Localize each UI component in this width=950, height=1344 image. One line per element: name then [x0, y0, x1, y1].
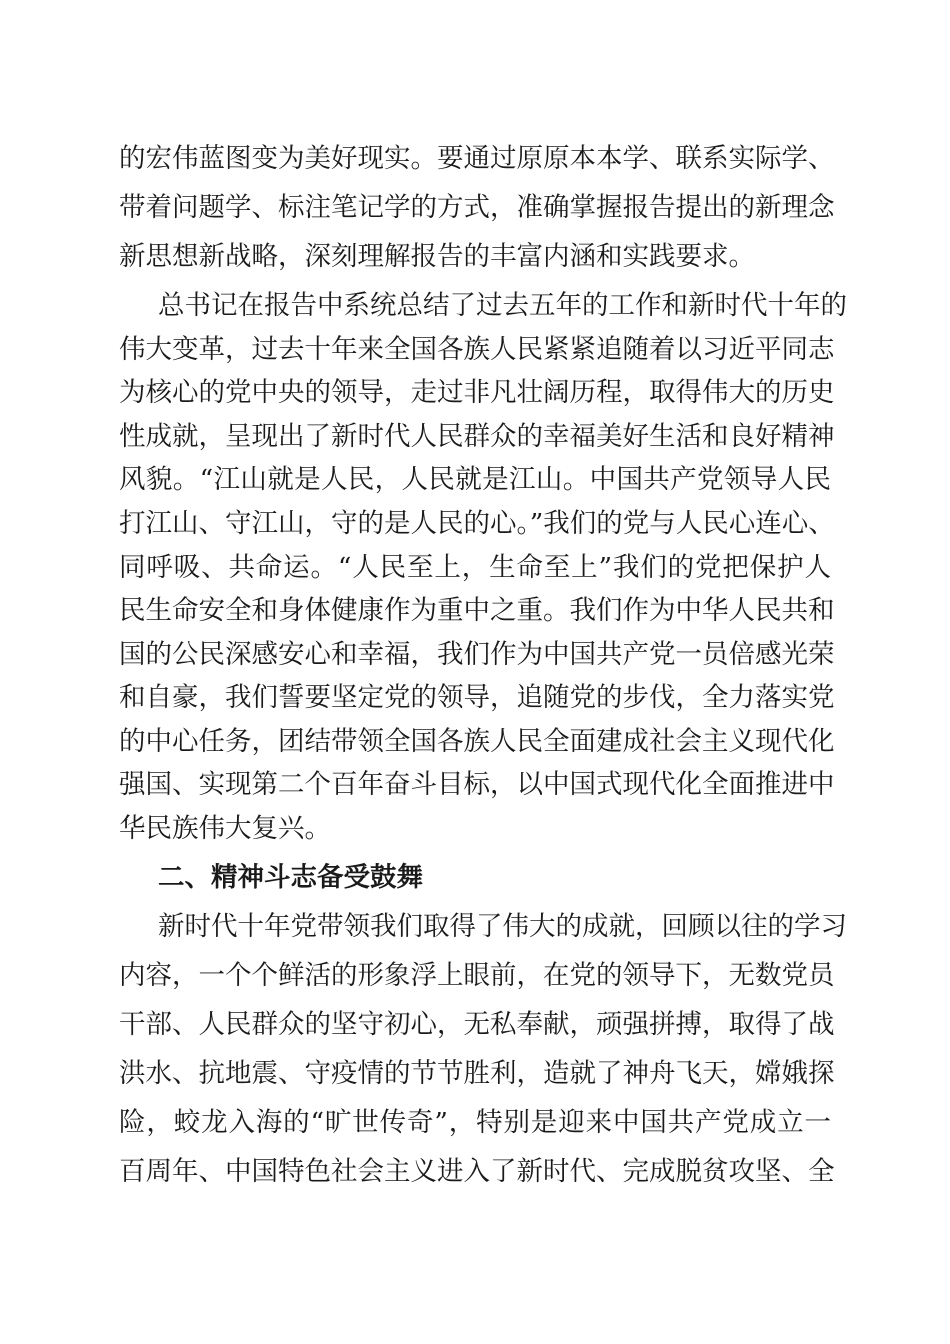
- text-line: 打江山、守江山，守的是人民的心。”我们的党与人民心连心、: [119, 508, 835, 539]
- text-line: 带着问题学、标注笔记学的方式，准确掌握报告提出的新理念: [119, 192, 835, 223]
- text-line: 风貌。“江山就是人民，人民就是江山。中国共产党领导人民: [119, 464, 831, 495]
- text-line: 的宏伟蓝图变为美好现实。要通过原原本本学、联系实际学、: [119, 143, 835, 174]
- text-line: 百周年、中国特色社会主义进入了新时代、完成脱贫攻坚、全: [119, 1156, 835, 1187]
- text-line: 新时代十年党带领我们取得了伟大的成就，回顾以往的学习: [158, 911, 847, 942]
- text-line: 强国、实现第二个百年奋斗目标，以中国式现代化全面推进中: [119, 769, 835, 800]
- text-line: 伟大变革，过去十年来全国各族人民紧紧追随着以习近平同志: [119, 334, 835, 365]
- text-line: 民生命安全和身体健康作为重中之重。我们作为中华人民共和: [119, 595, 835, 626]
- text-line: 性成就，呈现出了新时代人民群众的幸福美好生活和良好精神: [119, 421, 835, 452]
- text-line: 和自豪，我们誓要坚定党的领导，追随党的步伐，全力落实党: [119, 682, 835, 713]
- text-line: 内容，一个个鲜活的形象浮上眼前，在党的领导下，无数党员: [119, 960, 835, 991]
- text-line: 同呼吸、共命运。“人民至上，生命至上”我们的党把保护人: [119, 552, 831, 583]
- text-line: 为核心的党中央的领导，走过非凡壮阔历程，取得伟大的历史: [119, 377, 835, 408]
- text-line: 干部、人民群众的坚守初心，无私奉献，顽强拼搏，取得了战: [119, 1009, 835, 1040]
- section-heading: 二、精神斗志备受鼓舞: [158, 862, 423, 893]
- text-line: 总书记在报告中系统总结了过去五年的工作和新时代十年的: [158, 290, 847, 321]
- text-line: 险，蛟龙入海的“旷世传奇”，特别是迎来中国共产党成立一: [119, 1107, 831, 1138]
- text-line: 洪水、抗地震、守疫情的节节胜利，造就了神舟飞天，嫦娥探: [119, 1058, 835, 1089]
- text-line: 国的公民深感安心和幸福，我们作为中国共产党一员倍感光荣: [119, 639, 835, 670]
- text-line: 华民族伟大复兴。: [119, 813, 331, 844]
- text-line: 新思想新战略，深刻理解报告的丰富内涵和实践要求。: [119, 241, 755, 272]
- text-line: 的中心任务，团结带领全国各族人民全面建成社会主义现代化: [119, 726, 835, 757]
